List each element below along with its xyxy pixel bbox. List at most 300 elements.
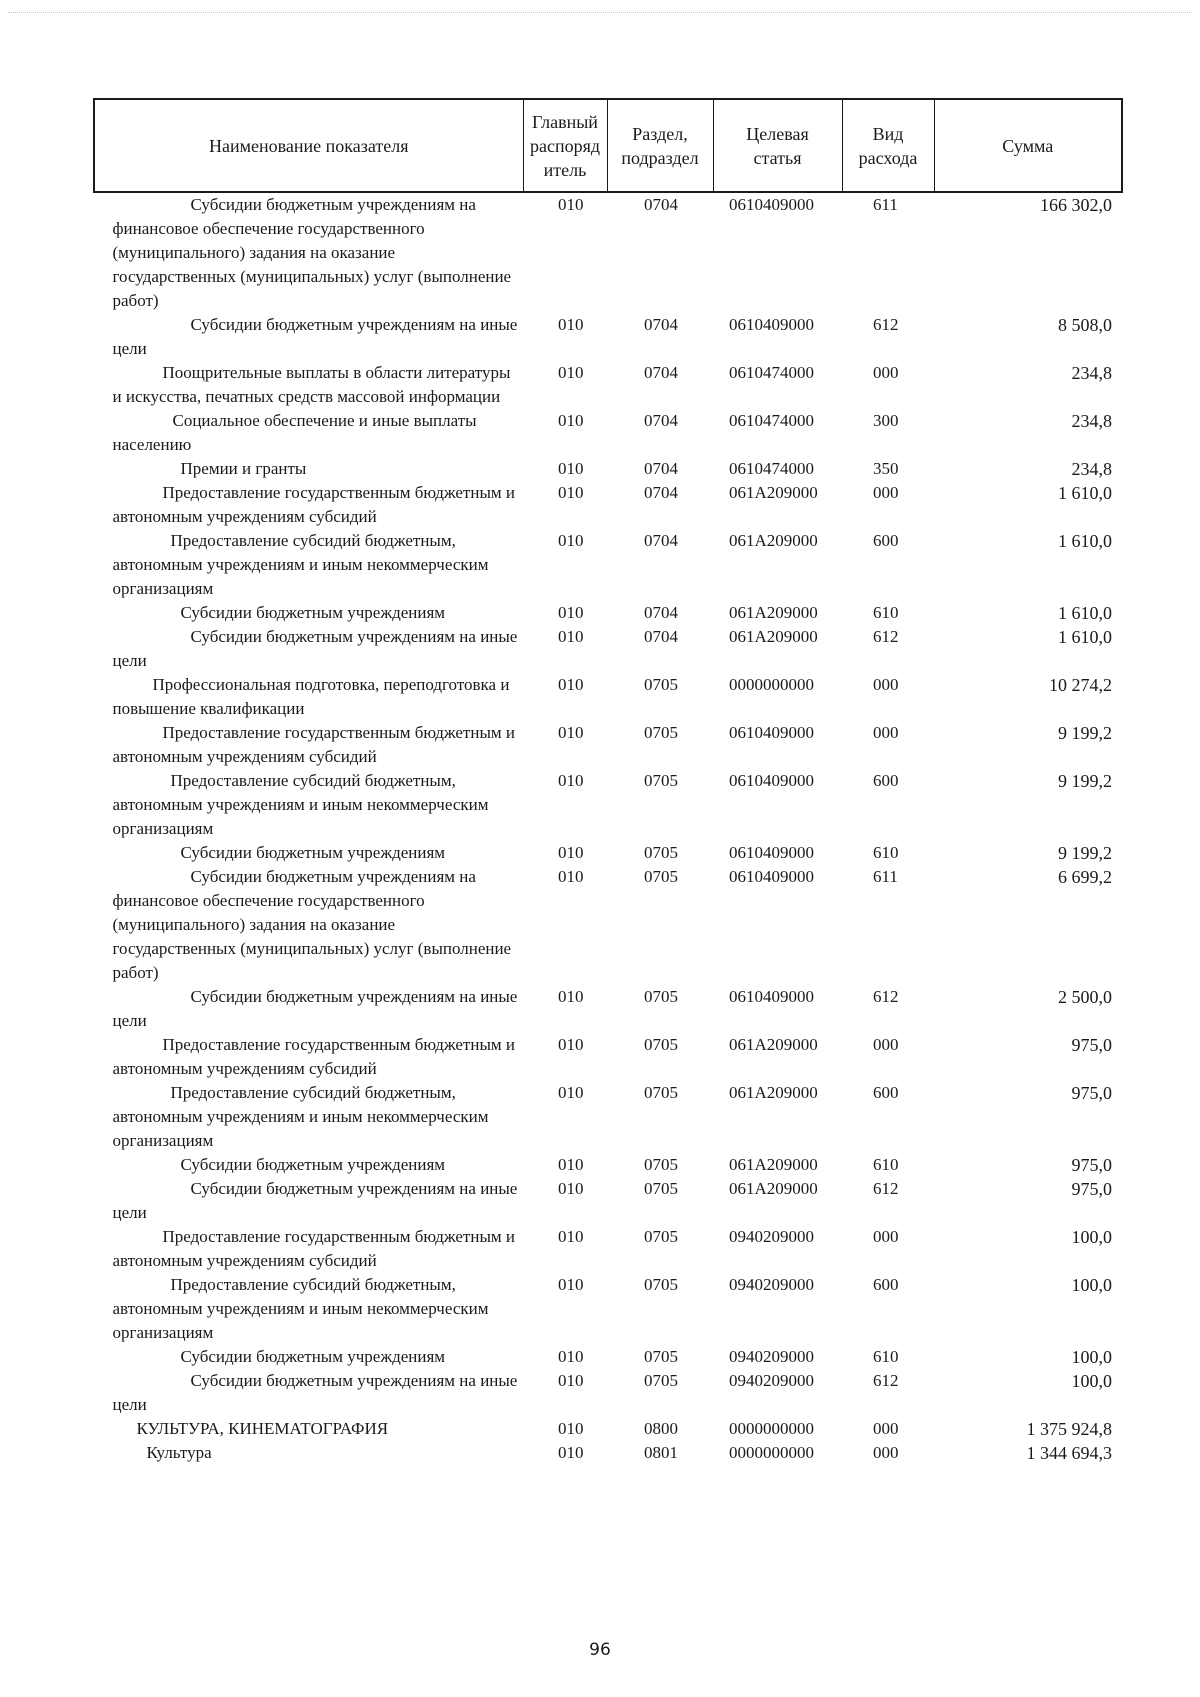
row-target-article-cell	[713, 1177, 842, 1225]
row-sec-text: 0705	[644, 1347, 678, 1366]
row-gr-text: 010	[558, 627, 584, 646]
row-name-cell	[94, 865, 523, 985]
header-expense-kind: Вид расхода	[842, 99, 934, 192]
row-sum-cell	[934, 625, 1122, 673]
row-chief-manager-cell	[523, 769, 607, 841]
row-expense-kind-cell	[842, 1153, 934, 1177]
row-tgt-text: 0610409000	[729, 843, 814, 862]
row-tgt-text: 0610474000	[729, 411, 814, 430]
row-chief-manager-cell	[523, 601, 607, 625]
row-gr-text: 010	[558, 675, 584, 694]
row-target-article-cell	[713, 673, 842, 721]
table-row	[94, 1345, 1122, 1369]
row-section-cell	[607, 481, 713, 529]
row-kind-text: 610	[873, 603, 899, 622]
row-expense-kind-cell	[842, 1177, 934, 1225]
table-row	[94, 841, 1122, 865]
row-sum-text: 234,8	[1071, 363, 1112, 383]
table-row	[94, 409, 1122, 457]
row-expense-kind-cell	[842, 1081, 934, 1153]
row-name-cell	[94, 1081, 523, 1153]
row-sec-text: 0704	[644, 531, 678, 550]
row-name-cell	[94, 1345, 523, 1369]
row-sec-text: 0704	[644, 483, 678, 502]
row-chief-manager-cell	[523, 1177, 607, 1225]
row-section-cell	[607, 313, 713, 361]
row-sum-cell	[934, 529, 1122, 601]
row-name-cell	[94, 361, 523, 409]
row-sec-text: 0705	[644, 723, 678, 742]
row-sec-text: 0705	[644, 1083, 678, 1102]
row-kind-text: 612	[873, 1179, 899, 1198]
row-target-article-cell	[713, 601, 842, 625]
row-name-cell	[94, 1417, 523, 1441]
row-target-article-cell	[713, 1033, 842, 1081]
table-row	[94, 601, 1122, 625]
row-sum-cell	[934, 457, 1122, 481]
row-sum-cell	[934, 1345, 1122, 1369]
row-name-text: Поощрительные выплаты в области литературы и искусства, печатных средств массовой информации	[112, 363, 511, 406]
row-section-cell	[607, 457, 713, 481]
row-chief-manager-cell	[523, 841, 607, 865]
row-tgt-text: 061А209000	[729, 1083, 818, 1102]
row-sum-cell	[934, 1081, 1122, 1153]
row-sum-text: 100,0	[1071, 1275, 1112, 1295]
row-kind-text: 300	[873, 411, 899, 430]
row-name-text: Субсидии бюджетным учреждениям	[180, 603, 446, 622]
row-tgt-text: 061А209000	[729, 1035, 818, 1054]
row-sec-text: 0705	[644, 771, 678, 790]
row-sum-text: 1 610,0	[1058, 627, 1112, 647]
row-section-cell	[607, 673, 713, 721]
row-name-text: Предоставление субсидий бюджетным, автономным учреждениям и иным некоммерческим организациям	[112, 531, 489, 598]
row-section-cell	[607, 1273, 713, 1345]
row-gr-text: 010	[558, 987, 584, 1006]
row-tgt-text: 061А209000	[729, 1179, 818, 1198]
row-gr-text: 010	[558, 1227, 584, 1246]
row-sum-cell	[934, 481, 1122, 529]
row-sum-text: 1 344 694,3	[1026, 1443, 1112, 1463]
row-kind-text: 611	[873, 195, 898, 214]
row-sec-text: 0704	[644, 627, 678, 646]
row-tgt-text: 0940209000	[729, 1347, 814, 1366]
row-sum-text: 100,0	[1071, 1371, 1112, 1391]
row-tgt-text: 0610409000	[729, 315, 814, 334]
row-chief-manager-cell	[523, 721, 607, 769]
row-sec-text: 0705	[644, 1035, 678, 1054]
row-chief-manager-cell	[523, 1225, 607, 1273]
row-sum-cell	[934, 841, 1122, 865]
row-section-cell	[607, 361, 713, 409]
row-chief-manager-cell	[523, 361, 607, 409]
row-name-cell	[94, 1441, 523, 1465]
row-sum-cell	[934, 409, 1122, 457]
row-sum-text: 1 610,0	[1058, 531, 1112, 551]
row-tgt-text: 0610409000	[729, 771, 814, 790]
table-row	[94, 1441, 1122, 1465]
row-sec-text: 0705	[644, 675, 678, 694]
row-kind-text: 000	[873, 483, 899, 502]
row-tgt-text: 0610474000	[729, 459, 814, 478]
table-row	[94, 1033, 1122, 1081]
row-sec-text: 0704	[644, 411, 678, 430]
row-sum-text: 975,0	[1071, 1083, 1112, 1103]
row-target-article-cell	[713, 841, 842, 865]
row-kind-text: 000	[873, 1443, 899, 1462]
row-name-text: Премии и гранты	[180, 459, 307, 478]
row-chief-manager-cell	[523, 481, 607, 529]
table-row	[94, 1417, 1122, 1441]
row-kind-text: 600	[873, 1083, 899, 1102]
table-row	[94, 985, 1122, 1033]
page-number: 96	[589, 1640, 611, 1660]
row-sum-text: 234,8	[1071, 411, 1112, 431]
row-expense-kind-cell	[842, 721, 934, 769]
row-target-article-cell	[713, 409, 842, 457]
row-kind-text: 000	[873, 675, 899, 694]
row-name-text: Субсидии бюджетным учреждениям на иные цели	[112, 987, 518, 1030]
row-sum-cell	[934, 1417, 1122, 1441]
row-sum-cell	[934, 985, 1122, 1033]
budget-table	[93, 98, 1123, 1465]
row-section-cell	[607, 841, 713, 865]
row-target-article-cell	[713, 865, 842, 985]
row-tgt-text: 061А209000	[729, 627, 818, 646]
row-target-article-cell	[713, 769, 842, 841]
row-expense-kind-cell	[842, 361, 934, 409]
header-target-article: Целевая статья	[713, 99, 842, 192]
row-sum-cell	[934, 1033, 1122, 1081]
table-row	[94, 625, 1122, 673]
row-sum-cell	[934, 1225, 1122, 1273]
row-target-article-cell	[713, 1417, 842, 1441]
row-tgt-text: 0610409000	[729, 723, 814, 742]
row-expense-kind-cell	[842, 985, 934, 1033]
row-expense-kind-cell	[842, 1225, 934, 1273]
row-tgt-text: 0940209000	[729, 1371, 814, 1390]
row-name-cell	[94, 721, 523, 769]
scan-edge-rule	[8, 12, 1192, 13]
row-sum-cell	[934, 673, 1122, 721]
row-name-text: Профессиональная подготовка, переподготовка и повышение квалификации	[112, 675, 510, 718]
row-sec-text: 0801	[644, 1443, 678, 1462]
header-section: Раздел, подраздел	[607, 99, 713, 192]
row-target-article-cell	[713, 1273, 842, 1345]
row-expense-kind-cell	[842, 601, 934, 625]
row-kind-text: 600	[873, 771, 899, 790]
row-name-text: КУЛЬТУРА, КИНЕМАТОГРАФИЯ	[136, 1419, 389, 1438]
row-gr-text: 010	[558, 1419, 584, 1438]
table-row	[94, 313, 1122, 361]
row-chief-manager-cell	[523, 985, 607, 1033]
row-tgt-text: 0610474000	[729, 363, 814, 382]
row-expense-kind-cell	[842, 1033, 934, 1081]
row-target-article-cell	[713, 985, 842, 1033]
row-name-cell	[94, 1033, 523, 1081]
row-name-cell	[94, 1225, 523, 1273]
row-sum-text: 100,0	[1071, 1227, 1112, 1247]
row-name-cell	[94, 1273, 523, 1345]
row-name-text: Субсидии бюджетным учреждениям	[180, 1155, 446, 1174]
row-gr-text: 010	[558, 1371, 584, 1390]
table-row	[94, 1369, 1122, 1417]
row-chief-manager-cell	[523, 1441, 607, 1465]
row-section-cell	[607, 192, 713, 313]
row-sum-cell	[934, 601, 1122, 625]
row-gr-text: 010	[558, 411, 584, 430]
row-name-text: Субсидии бюджетным учреждениям	[180, 1347, 446, 1366]
row-name-text: Предоставление субсидий бюджетным, автономным учреждениям и иным некоммерческим организациям	[112, 771, 489, 838]
row-expense-kind-cell	[842, 313, 934, 361]
row-chief-manager-cell	[523, 313, 607, 361]
row-sum-cell	[934, 1153, 1122, 1177]
row-gr-text: 010	[558, 1083, 584, 1102]
row-sec-text: 0704	[644, 195, 678, 214]
row-sum-text: 10 274,2	[1049, 675, 1112, 695]
row-expense-kind-cell	[842, 192, 934, 313]
row-name-text: Предоставление государственным бюджетным и автономным учреждениям субсидий	[112, 1035, 515, 1078]
row-name-cell	[94, 529, 523, 601]
row-expense-kind-cell	[842, 841, 934, 865]
row-target-article-cell	[713, 192, 842, 313]
row-section-cell	[607, 1369, 713, 1417]
row-expense-kind-cell	[842, 865, 934, 985]
row-section-cell	[607, 1177, 713, 1225]
row-name-cell	[94, 601, 523, 625]
row-gr-text: 010	[558, 843, 584, 862]
table-header	[94, 99, 1122, 192]
row-sec-text: 0705	[644, 1275, 678, 1294]
row-sum-cell	[934, 1177, 1122, 1225]
row-sum-text: 1 610,0	[1058, 603, 1112, 623]
row-sec-text: 0705	[644, 1155, 678, 1174]
row-name-cell	[94, 409, 523, 457]
row-section-cell	[607, 769, 713, 841]
row-tgt-text: 0610409000	[729, 867, 814, 886]
row-sum-text: 8 508,0	[1058, 315, 1112, 335]
row-tgt-text: 0940209000	[729, 1227, 814, 1246]
row-tgt-text: 0000000000	[729, 1419, 814, 1438]
table-row	[94, 1273, 1122, 1345]
row-kind-text: 600	[873, 1275, 899, 1294]
row-gr-text: 010	[558, 363, 584, 382]
row-sum-cell	[934, 192, 1122, 313]
row-tgt-text: 0940209000	[729, 1275, 814, 1294]
row-target-article-cell	[713, 361, 842, 409]
table-body	[94, 192, 1122, 1465]
row-kind-text: 612	[873, 1371, 899, 1390]
row-name-text: Предоставление государственным бюджетным и автономным учреждениям субсидий	[112, 1227, 515, 1270]
row-sum-cell	[934, 1369, 1122, 1417]
row-chief-manager-cell	[523, 529, 607, 601]
row-expense-kind-cell	[842, 1369, 934, 1417]
row-name-text: Субсидии бюджетным учреждениям на иные цели	[112, 1371, 518, 1414]
row-chief-manager-cell	[523, 1081, 607, 1153]
row-gr-text: 010	[558, 723, 584, 742]
row-section-cell	[607, 1153, 713, 1177]
row-chief-manager-cell	[523, 673, 607, 721]
row-sum-cell	[934, 1273, 1122, 1345]
row-name-cell	[94, 625, 523, 673]
row-target-article-cell	[713, 721, 842, 769]
row-name-text: Предоставление субсидий бюджетным, автономным учреждениям и иным некоммерческим организациям	[112, 1083, 489, 1150]
header-sum: Сумма	[934, 99, 1122, 192]
row-target-article-cell	[713, 1369, 842, 1417]
row-sec-text: 0705	[644, 843, 678, 862]
table-row	[94, 481, 1122, 529]
table-row	[94, 673, 1122, 721]
row-tgt-text: 0000000000	[729, 1443, 814, 1462]
row-tgt-text: 061А209000	[729, 531, 818, 550]
row-sec-text: 0704	[644, 459, 678, 478]
row-kind-text: 612	[873, 987, 899, 1006]
row-name-text: Культура	[146, 1443, 212, 1462]
row-name-text: Предоставление государственным бюджетным и автономным учреждениям субсидий	[112, 723, 515, 766]
row-gr-text: 010	[558, 867, 584, 886]
row-sec-text: 0705	[644, 1371, 678, 1390]
row-target-article-cell	[713, 529, 842, 601]
table-row	[94, 1177, 1122, 1225]
row-gr-text: 010	[558, 195, 584, 214]
table-row	[94, 1081, 1122, 1153]
row-chief-manager-cell	[523, 1033, 607, 1081]
row-gr-text: 010	[558, 1179, 584, 1198]
row-kind-text: 000	[873, 363, 899, 382]
row-section-cell	[607, 409, 713, 457]
table-row	[94, 769, 1122, 841]
row-sec-text: 0705	[644, 1227, 678, 1246]
row-expense-kind-cell	[842, 1417, 934, 1441]
row-sum-text: 166 302,0	[1040, 195, 1112, 215]
row-kind-text: 610	[873, 1155, 899, 1174]
row-kind-text: 612	[873, 315, 899, 334]
row-chief-manager-cell	[523, 409, 607, 457]
row-sum-text: 6 699,2	[1058, 867, 1112, 887]
row-gr-text: 010	[558, 1275, 584, 1294]
row-section-cell	[607, 1345, 713, 1369]
row-name-cell	[94, 313, 523, 361]
row-kind-text: 000	[873, 723, 899, 742]
row-target-article-cell	[713, 481, 842, 529]
row-section-cell	[607, 601, 713, 625]
row-expense-kind-cell	[842, 529, 934, 601]
row-gr-text: 010	[558, 1035, 584, 1054]
row-kind-text: 000	[873, 1035, 899, 1054]
row-section-cell	[607, 1033, 713, 1081]
row-sum-text: 975,0	[1071, 1035, 1112, 1055]
row-section-cell	[607, 865, 713, 985]
row-expense-kind-cell	[842, 409, 934, 457]
row-kind-text: 600	[873, 531, 899, 550]
row-name-cell	[94, 769, 523, 841]
row-tgt-text: 061А209000	[729, 483, 818, 502]
budget-table-sheet	[93, 98, 1121, 1465]
row-name-text: Субсидии бюджетным учреждениям на финансовое обеспечение государственного (муниципального) задания на оказание государственных (муниципальных) услуг (выполнение работ)	[112, 867, 512, 982]
row-kind-text: 000	[873, 1227, 899, 1246]
row-name-text: Предоставление государственным бюджетным и автономным учреждениям субсидий	[112, 483, 515, 526]
table-row	[94, 865, 1122, 985]
row-sec-text: 0705	[644, 987, 678, 1006]
row-sec-text: 0705	[644, 1179, 678, 1198]
row-chief-manager-cell	[523, 1153, 607, 1177]
row-sum-cell	[934, 721, 1122, 769]
table-row	[94, 192, 1122, 313]
row-tgt-text: 0610409000	[729, 987, 814, 1006]
row-sum-text: 1 375 924,8	[1026, 1419, 1112, 1439]
row-kind-text: 350	[873, 459, 899, 478]
row-sum-text: 234,8	[1071, 459, 1112, 479]
row-name-text: Социальное обеспечение и иные выплаты населению	[112, 411, 477, 454]
row-target-article-cell	[713, 1225, 842, 1273]
row-name-cell	[94, 192, 523, 313]
row-gr-text: 010	[558, 1443, 584, 1462]
row-gr-text: 010	[558, 315, 584, 334]
row-name-cell	[94, 1153, 523, 1177]
row-chief-manager-cell	[523, 1417, 607, 1441]
row-expense-kind-cell	[842, 625, 934, 673]
row-chief-manager-cell	[523, 192, 607, 313]
row-expense-kind-cell	[842, 457, 934, 481]
table-row	[94, 1225, 1122, 1273]
table-row	[94, 529, 1122, 601]
row-name-cell	[94, 841, 523, 865]
row-sum-text: 975,0	[1071, 1179, 1112, 1199]
row-gr-text: 010	[558, 1155, 584, 1174]
header-chief-manager: Главный распоряд итель	[523, 99, 607, 192]
row-tgt-text: 061А209000	[729, 603, 818, 622]
row-gr-text: 010	[558, 531, 584, 550]
row-name-cell	[94, 1177, 523, 1225]
row-section-cell	[607, 625, 713, 673]
row-chief-manager-cell	[523, 1273, 607, 1345]
row-target-article-cell	[713, 1153, 842, 1177]
row-kind-text: 000	[873, 1419, 899, 1438]
row-sum-text: 1 610,0	[1058, 483, 1112, 503]
row-name-text: Субсидии бюджетным учреждениям на иные цели	[112, 627, 518, 670]
row-name-cell	[94, 1369, 523, 1417]
row-section-cell	[607, 1225, 713, 1273]
row-section-cell	[607, 985, 713, 1033]
row-sec-text: 0704	[644, 363, 678, 382]
row-sum-text: 9 199,2	[1058, 723, 1112, 743]
row-gr-text: 010	[558, 459, 584, 478]
row-name-cell	[94, 985, 523, 1033]
row-target-article-cell	[713, 625, 842, 673]
row-section-cell	[607, 721, 713, 769]
row-gr-text: 010	[558, 603, 584, 622]
row-name-cell	[94, 673, 523, 721]
row-kind-text: 610	[873, 843, 899, 862]
row-sum-cell	[934, 1441, 1122, 1465]
row-sum-text: 100,0	[1071, 1347, 1112, 1367]
row-chief-manager-cell	[523, 1369, 607, 1417]
row-name-text: Субсидии бюджетным учреждениям на финансовое обеспечение государственного (муниципального) задания на оказание государственных (муниципальных) услуг (выполнение работ)	[112, 195, 512, 310]
row-expense-kind-cell	[842, 1441, 934, 1465]
table-row	[94, 361, 1122, 409]
row-name-text: Субсидии бюджетным учреждениям	[180, 843, 446, 862]
row-sum-text: 2 500,0	[1058, 987, 1112, 1007]
row-target-article-cell	[713, 1081, 842, 1153]
row-tgt-text: 0000000000	[729, 675, 814, 694]
row-expense-kind-cell	[842, 769, 934, 841]
row-section-cell	[607, 1081, 713, 1153]
row-kind-text: 612	[873, 627, 899, 646]
row-name-cell	[94, 481, 523, 529]
row-expense-kind-cell	[842, 1345, 934, 1369]
header-name: Наименование показателя	[94, 99, 523, 192]
row-sec-text: 0800	[644, 1419, 678, 1438]
row-sec-text: 0704	[644, 315, 678, 334]
